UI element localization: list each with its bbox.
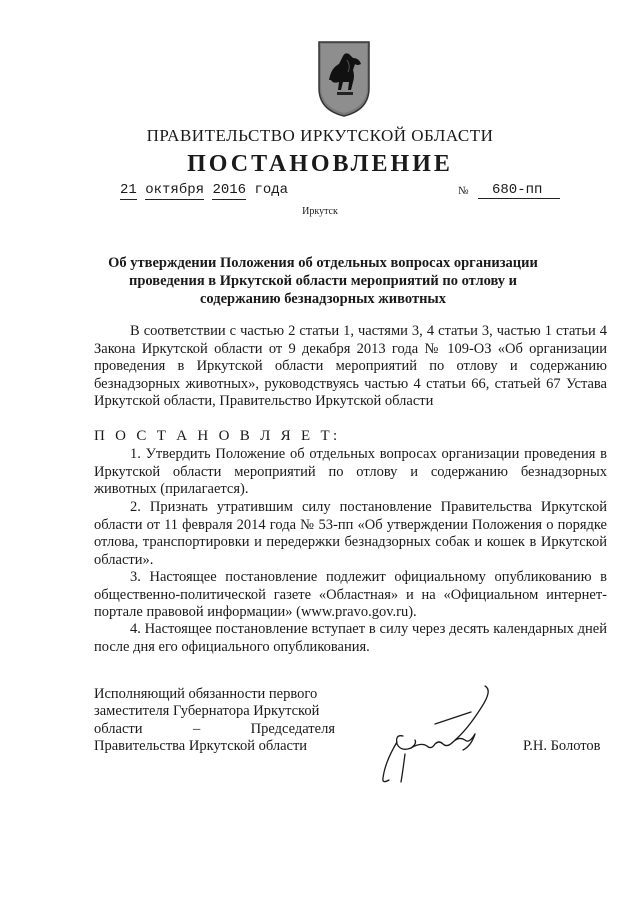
item-3: 3. Настоящее постановление подлежит официальному опубликованию в общественно-политической газете «Областная» и на «Официальном интернет-портале правовой информации» (www.pravo.gov.ru). <box>94 569 607 621</box>
signatory-line-3-c: Председателя <box>250 720 335 737</box>
signatory-line-3 <box>94 721 335 738</box>
document-type: ПОСТАНОВЛЕНИЕ <box>187 151 453 177</box>
item-2: 2. Признать утратившим силу постановление Правительства Иркутской области от 11 февраля 2014 года № 53-пп «Об утверждении Положения о порядке отлова, транспортировки и передержки безнадзорных собак и кошек в Иркутской области». <box>94 499 607 568</box>
date-word: года <box>254 182 289 198</box>
signatory-line-2: заместителя Губернатора Иркутской <box>94 703 320 720</box>
resolves-heading: П О С Т А Н О В Л Я Е Т: <box>94 428 341 444</box>
date-year: 2016 <box>212 182 247 198</box>
item-4: 4. Настоящее постановление вступает в силу через десять календарных дней после дня его официального опубликования. <box>94 621 607 655</box>
document-title: Об утверждении Положения об отдельных вопросах организации проведения в Иркутской области мероприятий по отлову и содержанию безнадзорных животных <box>108 255 538 307</box>
signatory-line-4: Правительства Иркутской области <box>94 738 308 755</box>
document-number: 680-пп <box>478 182 560 199</box>
city: Иркутск <box>302 206 338 217</box>
coat-of-arms-icon <box>317 40 371 118</box>
date-month: октября <box>145 182 205 198</box>
signatory-line-3-a: области <box>94 720 143 737</box>
signatory-line-3-b: – <box>192 720 201 737</box>
item-1: 1. Утвердить Положение об отдельных вопросах организации проведения в Иркутской области мероприятий по отлову и содержанию безнадзорных животных (прилагается). <box>94 446 607 498</box>
handwritten-signature-icon <box>375 682 510 787</box>
document-date <box>120 182 288 198</box>
signatory-block <box>94 686 335 756</box>
preamble: В соответствии с частью 2 статьи 1, частями 3, 4 статьи 3, частью 1 статьи 4 Закона Иркутской области от 9 декабря 2013 года № 109-ОЗ «Об организации проведения в Иркутской области мероприятий по отлову и содержанию безнадзорных животных», руководствуясь частью 4 статьи 66, статьей 67 Устава Иркутской области, Правительство Иркутской области <box>94 323 607 410</box>
date-day: 21 <box>120 182 137 198</box>
number-sign: № <box>458 185 469 197</box>
signatory-line-1: Исполняющий обязанности первого <box>94 686 318 702</box>
government-name: ПРАВИТЕЛЬСТВО ИРКУТСКОЙ ОБЛАСТИ <box>146 126 494 145</box>
signatory-name: Р.Н. Болотов <box>523 738 601 754</box>
